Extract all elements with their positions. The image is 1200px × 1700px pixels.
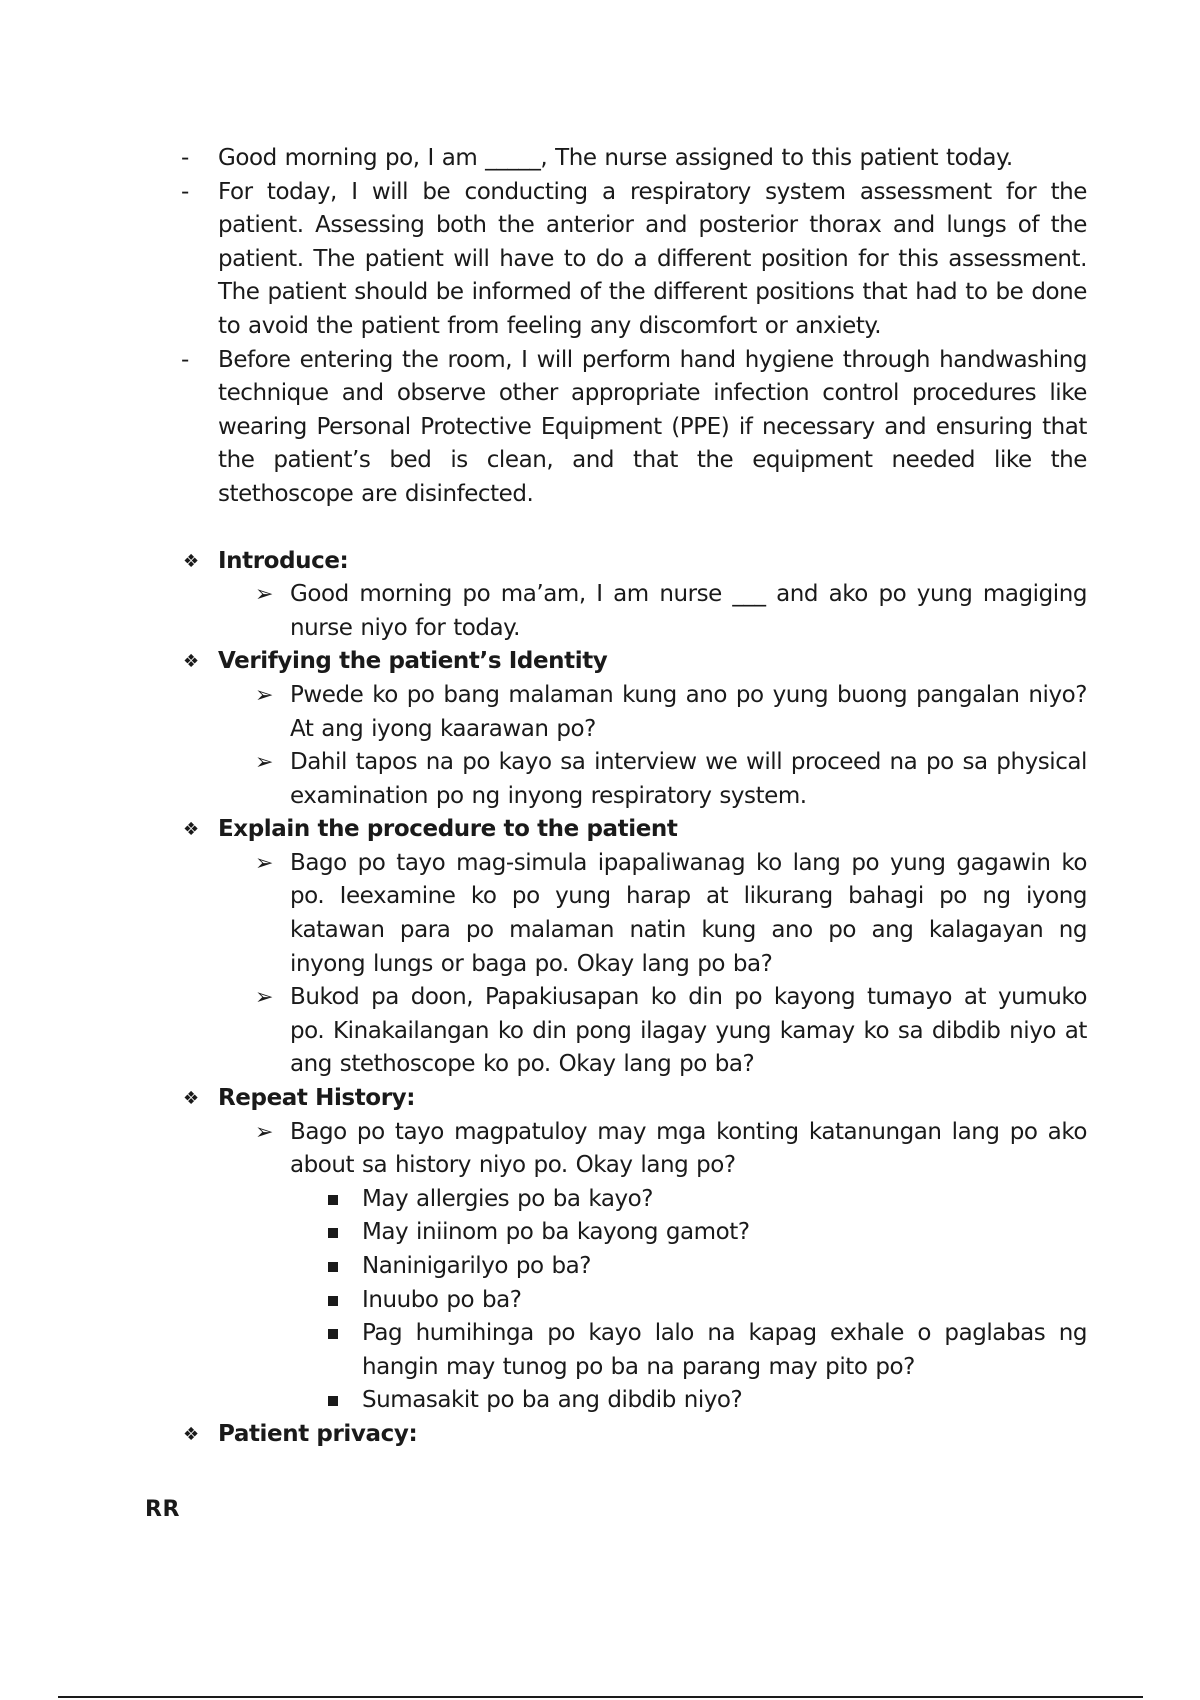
question-item	[362, 1250, 1087, 1284]
arrow-bullet-icon: ➢	[255, 1119, 274, 1145]
question-item	[362, 1216, 1087, 1250]
section-repeat-history-items	[218, 1116, 1087, 1418]
square-bullet-icon	[328, 1195, 338, 1205]
list-item	[255, 847, 1087, 981]
footer-divider	[58, 1696, 1143, 1698]
dash-bullet: -	[181, 346, 190, 373]
intro-item	[181, 344, 1087, 512]
question-text: May allergies po ba kayo?	[362, 1185, 654, 1212]
diamond-bullet-icon: ❖	[183, 550, 200, 572]
section-explain-procedure	[183, 813, 1087, 847]
list-item	[255, 679, 1087, 746]
square-bullet-icon	[328, 1329, 338, 1339]
intro-item-text: Before entering the room, I will perform hand hygiene through handwashing technique and observe other appropriate infection control procedures like wearing Personal Protective Equipment (PPE) if necessary and ensuring that the patient’s bed is clean, and that the equipment needed like the stethoscope are disinfected.	[218, 346, 1087, 507]
section-spacer	[0, 512, 1200, 545]
question-item	[362, 1284, 1087, 1318]
list-item-text: Good morning po ma’am, I am nurse ___ and ako po yung magiging nurse niyo for today.	[290, 581, 1087, 641]
section-heading: Repeat History:	[218, 1085, 416, 1112]
section-introduce-items	[218, 578, 1087, 645]
question-text: Naninigarilyo po ba?	[362, 1253, 592, 1279]
arrow-bullet-icon: ➢	[255, 682, 274, 708]
arrow-bullet-icon: ➢	[255, 750, 274, 776]
dash-bullet: -	[181, 178, 190, 205]
square-bullet-icon	[328, 1228, 338, 1238]
diamond-bullet-icon: ❖	[183, 651, 200, 673]
list-item-text: Bago po tayo mag-simula ipapaliwanag ko lang po yung gagawin ko po. Ieexamine ko po yung harap at likurang bahagi po ng iyong katawan para po malaman natin kung ano po ang kalagayan ng inyong lungs or baga po. Okay lang po ba?	[290, 849, 1087, 977]
question-text: May iniinom po ba kayong gamot?	[362, 1219, 750, 1246]
list-item	[255, 981, 1087, 1082]
section-repeat-history	[183, 1082, 1087, 1116]
section-heading: Introduce:	[218, 547, 349, 574]
history-questions	[362, 1183, 1087, 1418]
section-heading: Verifying the patient’s Identity	[218, 648, 608, 675]
list-item	[255, 578, 1087, 645]
section-patient-privacy	[183, 1418, 1087, 1452]
arrow-bullet-icon: ➢	[255, 985, 274, 1011]
intro-item-text: Good morning po, I am _____, The nurse assigned to this patient today.	[218, 145, 1013, 171]
list-item	[255, 746, 1087, 813]
square-bullet-icon	[328, 1262, 338, 1272]
section-heading: Patient privacy:	[218, 1420, 418, 1447]
list-item-text: Pwede ko po bang malaman kung ano po yung buong pangalan niyo? At ang iyong kaarawan po?	[290, 681, 1087, 742]
diamond-bullet-icon: ❖	[183, 819, 200, 841]
section-introduce	[183, 545, 1087, 579]
question-item	[362, 1384, 1087, 1418]
question-text: Sumasakit po ba ang dibdib niyo?	[362, 1387, 743, 1414]
intro-item	[181, 176, 1087, 344]
list-item-text: Bago po tayo magpatuloy may mga konting katanungan lang po ako about sa history niyo po. Okay lang po?	[290, 1118, 1087, 1179]
dash-bullet: -	[181, 145, 190, 171]
intro-item	[181, 142, 1087, 176]
arrow-bullet-icon: ➢	[255, 582, 274, 608]
question-text: Inuubo po ba?	[362, 1286, 522, 1313]
square-bullet-icon	[328, 1296, 338, 1306]
section-verify-identity	[183, 645, 1087, 679]
section-verify-identity-items	[218, 679, 1087, 813]
list-item-text: Dahil tapos na po kayo sa interview we will proceed na po sa physical examination po ng inyong respiratory system.	[290, 749, 1087, 809]
list-item-text: Bukod pa doon, Papakiusapan ko din po kayong tumayo at yumuko po. Kinakailangan ko din pong ilagay yung kamay ko sa dibdib niyo at ang stethoscope ko po. Okay lang po ba?	[290, 984, 1087, 1078]
intro-item-text: For today, I will be conducting a respiratory system assessment for the patient. Assessing both the anterior and posterior thorax and lungs of the patient. The patient will have to do a different position for this assessment. The patient should be informed of the different positions that had to be done to avoid the patient from feeling any discomfort or anxiety.	[218, 178, 1087, 339]
square-bullet-icon	[328, 1396, 338, 1406]
diamond-bullet-icon: ❖	[183, 1423, 200, 1445]
section-heading: Explain the procedure to the patient	[218, 816, 678, 843]
arrow-bullet-icon: ➢	[255, 850, 274, 876]
document-body	[0, 142, 1200, 1452]
question-item	[362, 1317, 1087, 1384]
question-item	[362, 1183, 1087, 1217]
question-text: Pag humihinga po kayo lalo na kapag exhale o paglabas ng hangin may tunog po ba na parang may pito po?	[362, 1320, 1087, 1380]
footer-initials: RR	[145, 1497, 180, 1522]
diamond-bullet-icon: ❖	[183, 1088, 200, 1110]
section-explain-procedure-items	[218, 847, 1087, 1082]
list-item	[255, 1116, 1087, 1183]
